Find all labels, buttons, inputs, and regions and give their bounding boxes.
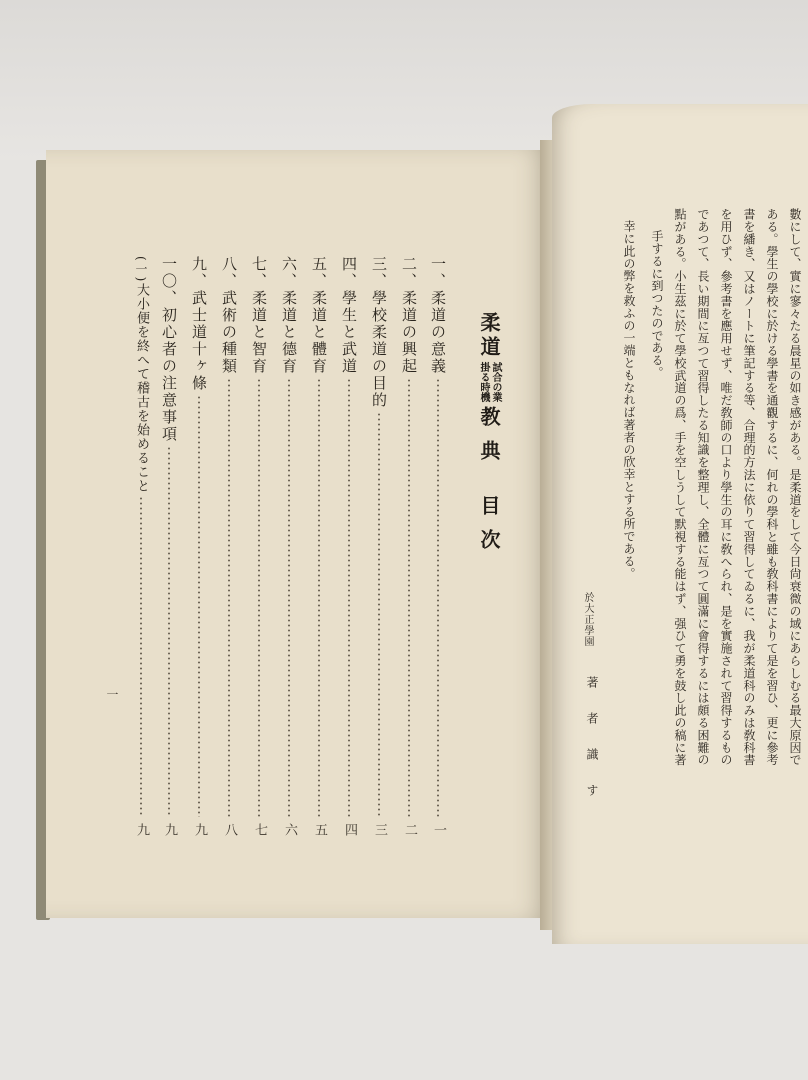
- toc-entry: [427, 256, 449, 836]
- preface-line: 數にして、實に寥々たる晨星の如き感がある。是柔道をして今日尙衰微の域にあらしむる最大原因で: [788, 208, 802, 766]
- toc-entry: [368, 256, 390, 836]
- preface-line: 書を繙き、又はノートに筆記する等、合理的方法に依りて習得してゐるに、我が柔道科のみは敎科書: [742, 208, 756, 766]
- toc-entry: [218, 256, 240, 836]
- toc-leader-dots: [437, 378, 439, 817]
- toc-entry-page: 九: [134, 823, 149, 836]
- toc-leader-dots: [228, 378, 230, 817]
- toc-leader-dots: [198, 395, 200, 817]
- preface-line: 幸に此の弊を救ふの一端ともなれば著者の欣幸とする所である。: [622, 220, 636, 580]
- left-page-number: 一: [105, 688, 119, 700]
- toc-entry-title: 柔道と德育: [280, 290, 298, 375]
- toc-entry-number: 六、: [280, 256, 298, 290]
- toc-entry: [130, 256, 152, 836]
- toc-entry-page: 二: [402, 823, 417, 836]
- toc-entry-number: 五、: [310, 256, 328, 290]
- toc-entry: [188, 256, 210, 836]
- toc-leader-dots: [258, 378, 260, 817]
- toc-entry-number: 一、: [429, 256, 447, 290]
- toc-entry-title: 武術の種類: [220, 290, 238, 375]
- toc-entry-page: 九: [162, 823, 177, 836]
- toc-leader-dots: [408, 378, 410, 817]
- toc-leader-dots: [318, 378, 320, 817]
- toc-entry-number: 七、: [250, 256, 268, 290]
- toc-leader-dots: [168, 446, 170, 817]
- preface-line: 點がある。小生茲に於て學校武道の爲、手を空しうして默視する能はず、强ひて勇を鼓し此の稿に著: [673, 208, 687, 766]
- toc-entry-number: (一): [134, 256, 148, 284]
- toc-entry: [248, 256, 270, 836]
- toc-entry-number: 八、: [220, 256, 238, 290]
- toc-leader-dots: [288, 378, 290, 817]
- toc-heading-sub: [477, 362, 501, 402]
- toc-heading-tail: 教典 目次: [477, 406, 501, 563]
- toc-entry: [338, 256, 360, 836]
- preface-line: を用ひず、參考書を應用せず、唯だ敎師の口より學生の耳に敎へられ、是を實施されて習得するもの: [719, 208, 733, 766]
- toc-entry-page: 一: [431, 823, 446, 836]
- toc-leader-dots: [348, 378, 350, 817]
- toc-entry-title: 武士道十ヶ條: [190, 290, 208, 392]
- toc-entry-number: 四、: [340, 256, 358, 290]
- toc-heading: [472, 312, 506, 563]
- toc-leader-dots: [378, 412, 380, 817]
- toc-entry-title: 柔道の興起: [400, 290, 418, 375]
- toc-entry-page: 四: [342, 823, 357, 836]
- preface-place: 於大正學園: [582, 592, 593, 647]
- toc-entry-number: 一〇、: [160, 256, 178, 307]
- toc-heading-sub-left: 掛る時機: [478, 362, 489, 402]
- toc-entry-number: 二、: [400, 256, 418, 290]
- toc-leader-dots: [140, 496, 142, 817]
- toc-entry-title: 大小便を終へて稽古を始めること: [134, 283, 149, 494]
- preface-signature: 著者識す: [585, 676, 599, 820]
- toc-entry-title: 柔道の意義: [429, 290, 447, 375]
- preface-line: ある。學生の學校に於ける學書を通觀するに、何れの學科と雖も敎科書によりて是を習ひ、更に參考: [765, 208, 779, 766]
- toc-entry-title: 柔道と體育: [310, 290, 328, 375]
- toc-heading-main: 柔道: [477, 312, 501, 360]
- toc-entry-page: 六: [282, 823, 297, 836]
- toc-entry-title: 初心者の注意事項: [160, 307, 178, 443]
- toc-heading-sub-right: 試合の業: [490, 362, 501, 402]
- preface-line: 手するに到つたのである。: [650, 230, 664, 379]
- toc-entry: [278, 256, 300, 836]
- toc-entry: [158, 256, 180, 836]
- preface-line: であつて、長い期間に亙つて習得したる知識を整理し、全體に亙つて圓滿に會得するには頗る困難の: [696, 208, 710, 766]
- toc-entry-page: 五: [312, 823, 327, 836]
- toc-entry-number: 三、: [370, 256, 388, 290]
- toc-entry-title: 學生と武道: [340, 290, 358, 375]
- toc-entry-number: 九、: [190, 256, 208, 290]
- toc-entry: [398, 256, 420, 836]
- toc-entry-page: 九: [192, 823, 207, 836]
- toc-entry-title: 柔道と智育: [250, 290, 268, 375]
- toc-entry-page: 三: [372, 823, 387, 836]
- toc-entry-page: 七: [252, 823, 267, 836]
- toc-entry: [308, 256, 330, 836]
- toc-entry-title: 學校柔道の目的: [370, 290, 388, 409]
- toc-entry-page: 八: [222, 823, 237, 836]
